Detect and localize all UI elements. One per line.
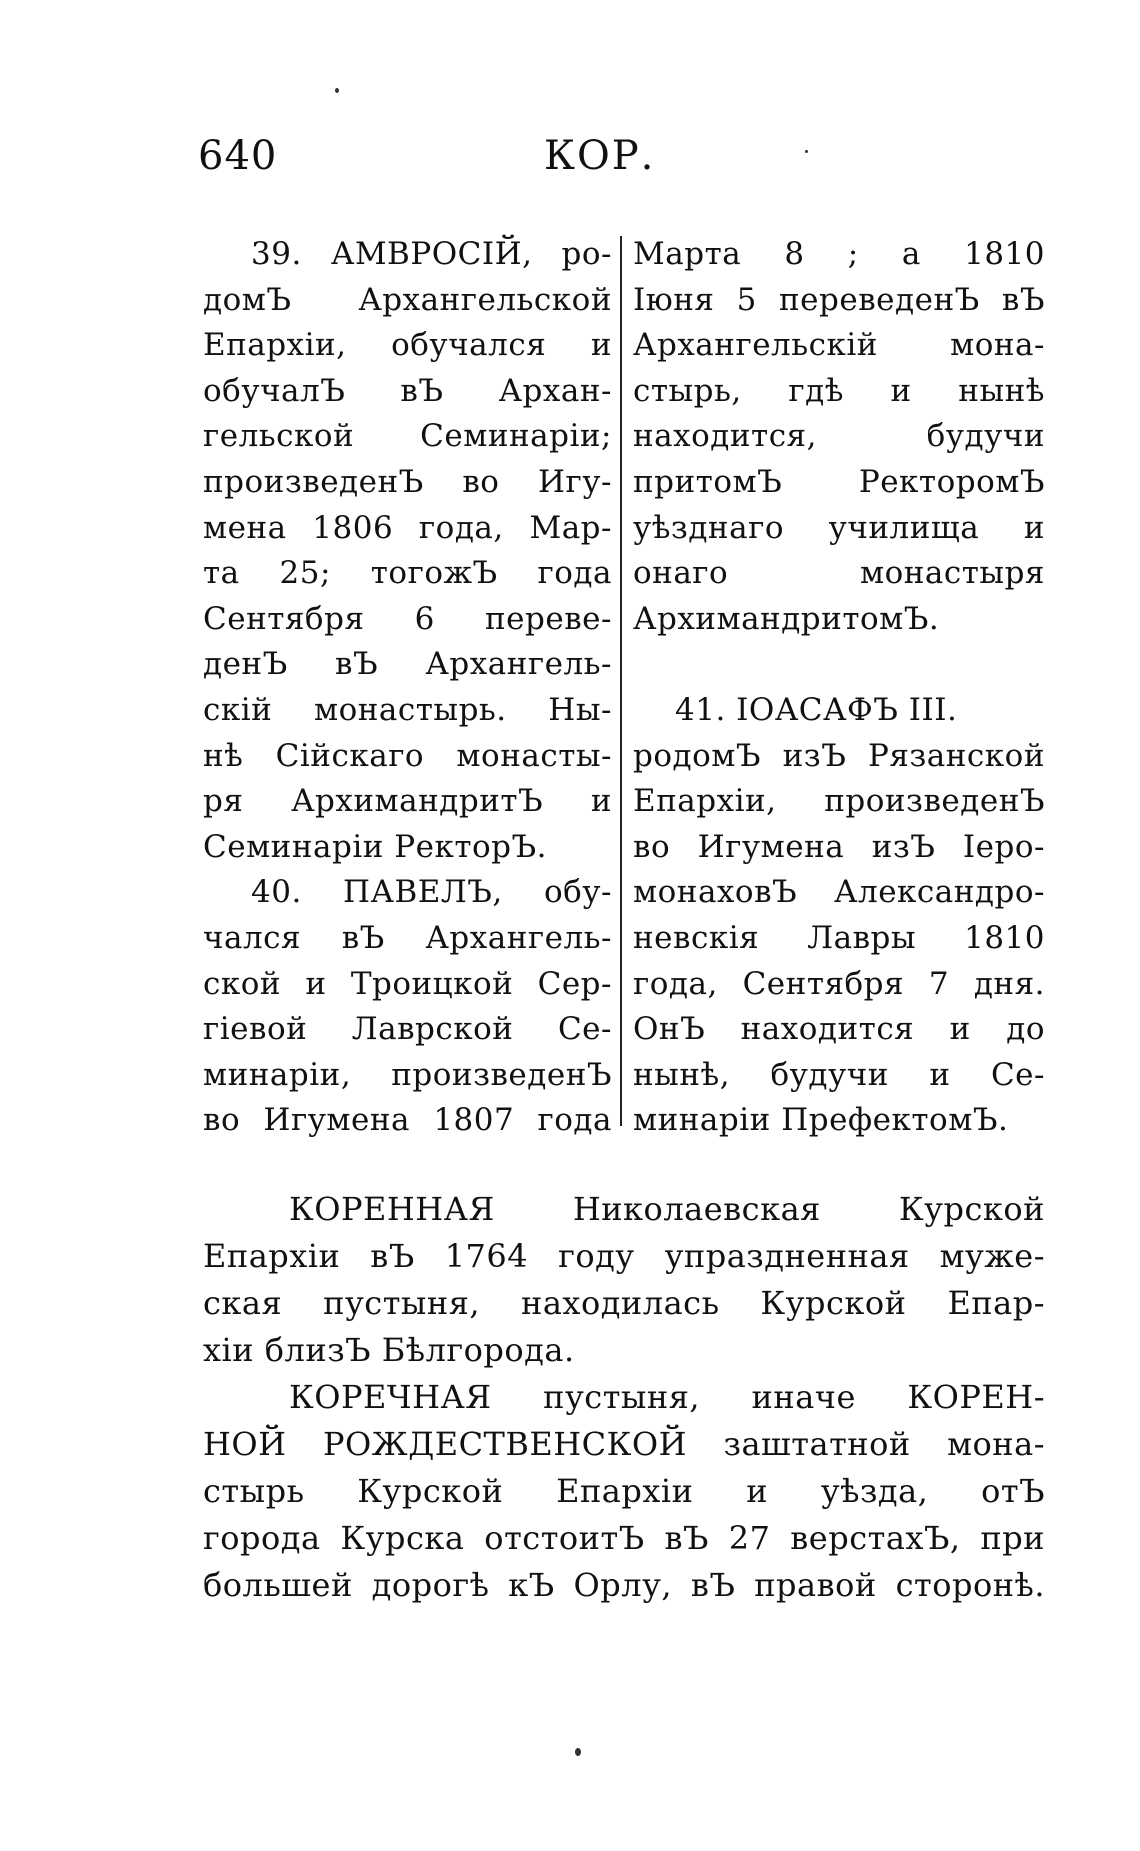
text-line: во Игумена 1807 года: [203, 1102, 612, 1139]
text-line: обучалЪ вЪ Архан-: [203, 372, 612, 409]
text-line: Епархіи, произведенЪ: [633, 783, 1045, 820]
full-width-text: [203, 1186, 1045, 1609]
left-column: [203, 232, 612, 1144]
text-line: чался вЪ Архангель-: [203, 919, 612, 956]
text-line: гельской Семинаріи;: [203, 418, 612, 455]
text-line: невскія Лавры 1810: [633, 919, 1045, 956]
running-head: КОР.: [544, 133, 656, 179]
text-line: находится, будучи: [633, 418, 1045, 455]
text-line: Марта 8 ; а 1810: [633, 236, 1045, 272]
text-line: домЪ Архангельской: [203, 281, 612, 318]
text-line: ря АрхимандритЪ и: [203, 783, 612, 820]
text-line: Сентября 6 переве-: [203, 600, 612, 637]
text-line: АрхимандритомЪ.: [633, 600, 940, 637]
text-line: большей дорогѣ кЪ Орлу, вЪ правой сторонѣ.: [203, 1566, 1045, 1604]
text-line: года, Сентября 7 дня.: [633, 965, 1045, 1002]
text-line: Епархіи, обучался и: [203, 327, 612, 364]
text-line: минаріи ПрефектомЪ.: [633, 1102, 1009, 1139]
entry-40-line: 40. ПАВЕЛЪ, обу-: [251, 874, 612, 911]
print-speck: [805, 150, 808, 153]
text-line: притомЪ РекторомЪ: [633, 463, 1045, 500]
text-line: НОЙ РОЖДЕСТВЕНСКОЙ заштатной мона-: [203, 1425, 1045, 1463]
text-line: хіи близЪ Бѣлгорода.: [203, 1331, 575, 1369]
text-line: во Игумена изЪ Іеро-: [633, 828, 1045, 865]
entry-41-line: 41. ІОАСАФЪ III.: [675, 691, 958, 728]
text-line: денЪ вЪ Архангель-: [203, 646, 612, 683]
column-gap: [633, 642, 1045, 688]
text-line: стырь Курской Епархіи и уѣзда, отЪ: [203, 1472, 1045, 1510]
entry-korennaya-line: КОРЕННАЯ Николаевская Курской: [289, 1190, 1045, 1228]
text-line: мена 1806 года, Мар-: [203, 509, 612, 546]
text-line: стырь, гдѣ и нынѣ: [633, 372, 1045, 409]
column-divider: [620, 236, 622, 1126]
text-line: Архангельскій мона-: [633, 327, 1045, 364]
text-line: гіевой Лаврской Се-: [203, 1011, 612, 1048]
page-number: 640: [198, 133, 278, 179]
right-column: [633, 232, 1045, 1144]
text-line: ской и Троицкой Сер-: [203, 965, 612, 1002]
text-line: произведенЪ во Игу-: [203, 463, 612, 500]
text-line: минаріи, произведенЪ: [203, 1056, 612, 1093]
text-line: ОнЪ находится и до: [633, 1011, 1045, 1048]
text-line: нынѣ, будучи и Се-: [633, 1056, 1045, 1093]
text-line: онаго монастыря: [633, 555, 1045, 592]
text-line: скій монастырь. Ны-: [203, 691, 612, 728]
text-line: монаховЪ Александро-: [633, 874, 1045, 911]
print-speck: [575, 1748, 581, 1756]
text-line: города Курска отстоитЪ вЪ 27 верстахЪ, при: [203, 1519, 1045, 1557]
text-line: нѣ Сійскаго монасты-: [203, 737, 612, 774]
text-line: родомЪ изЪ Рязанской: [633, 737, 1045, 774]
text-line: уѣзднаго училища и: [633, 509, 1045, 546]
text-line: Епархіи вЪ 1764 году упраздненная муже-: [203, 1237, 1045, 1275]
text-line: ская пустыня, находилась Курской Епар-: [203, 1284, 1045, 1322]
entry-korechnaya-line: КОРЕЧНАЯ пустыня, иначе КОРЕН-: [289, 1378, 1045, 1416]
print-speck: [335, 88, 339, 93]
entry-39-line: 39. АМВРОСІЙ, ро-: [251, 236, 612, 272]
text-line: та 25; тогожЪ года: [203, 555, 612, 592]
text-line: Іюня 5 переведенЪ вЪ: [633, 281, 1045, 318]
text-line: Семинаріи РекторЪ.: [203, 828, 547, 865]
